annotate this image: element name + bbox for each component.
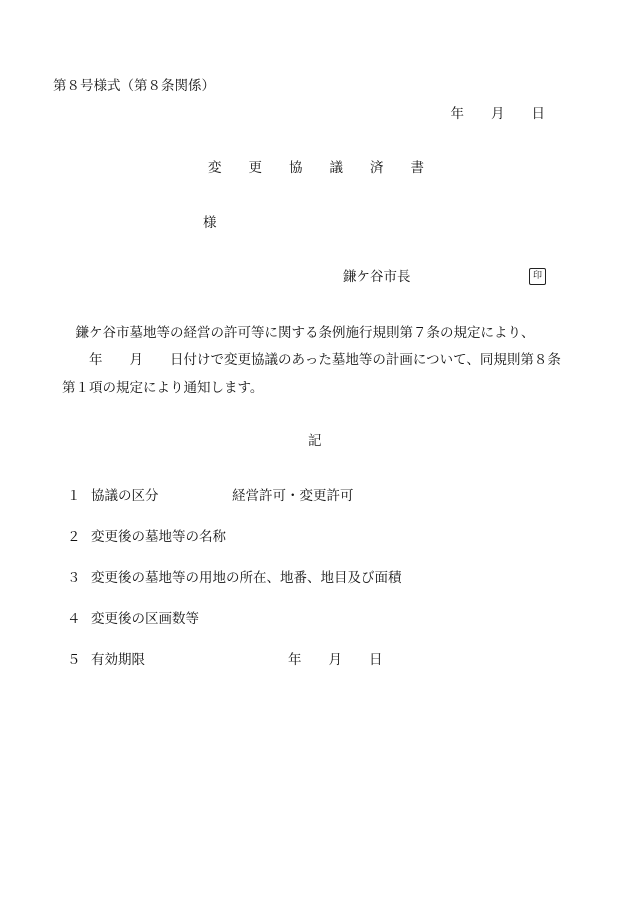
item-value: 経営許可・変更許可: [232, 488, 354, 504]
list-item: [67, 531, 226, 545]
item-label: 変更後の墓地等の名称: [91, 529, 226, 545]
item-number: ２: [67, 529, 81, 545]
record-heading: 記: [308, 433, 322, 449]
list-item: [67, 613, 199, 627]
item-number: ４: [67, 611, 81, 627]
body-text-line-2: 年 月 日付けで変更協議のあった墓地等の計画について、同規則第８条: [62, 352, 561, 368]
item-number: ５: [67, 652, 81, 668]
item-number: １: [67, 488, 81, 504]
body-text-line-1: 鎌ケ谷市墓地等の経営の許可等に関する条例施行規則第７条の規定により、: [62, 325, 535, 341]
item-label: 変更後の墓地等の用地の所在、地番、地目及び面積: [91, 570, 402, 586]
body-text-line-3: 第１項の規定により通知します。: [62, 380, 264, 396]
item-label: 有効期限: [91, 652, 145, 668]
item-label: 協議の区分: [91, 488, 159, 504]
seal-mark: 印: [529, 268, 546, 285]
form-number: 第８号様式（第８条関係）: [53, 78, 215, 94]
issuer-name: 鎌ケ谷市長: [343, 269, 411, 285]
list-item: [67, 572, 402, 586]
list-item: [67, 654, 145, 668]
addressee-suffix: 様: [203, 215, 217, 231]
list-item: [67, 490, 159, 504]
item-value: 年 月 日: [288, 652, 383, 668]
document-title: 変 更 協 議 済 書: [208, 160, 424, 176]
item-number: ３: [67, 570, 81, 586]
item-label: 変更後の区画数等: [91, 611, 199, 627]
date-line: 年 月 日: [450, 106, 545, 122]
